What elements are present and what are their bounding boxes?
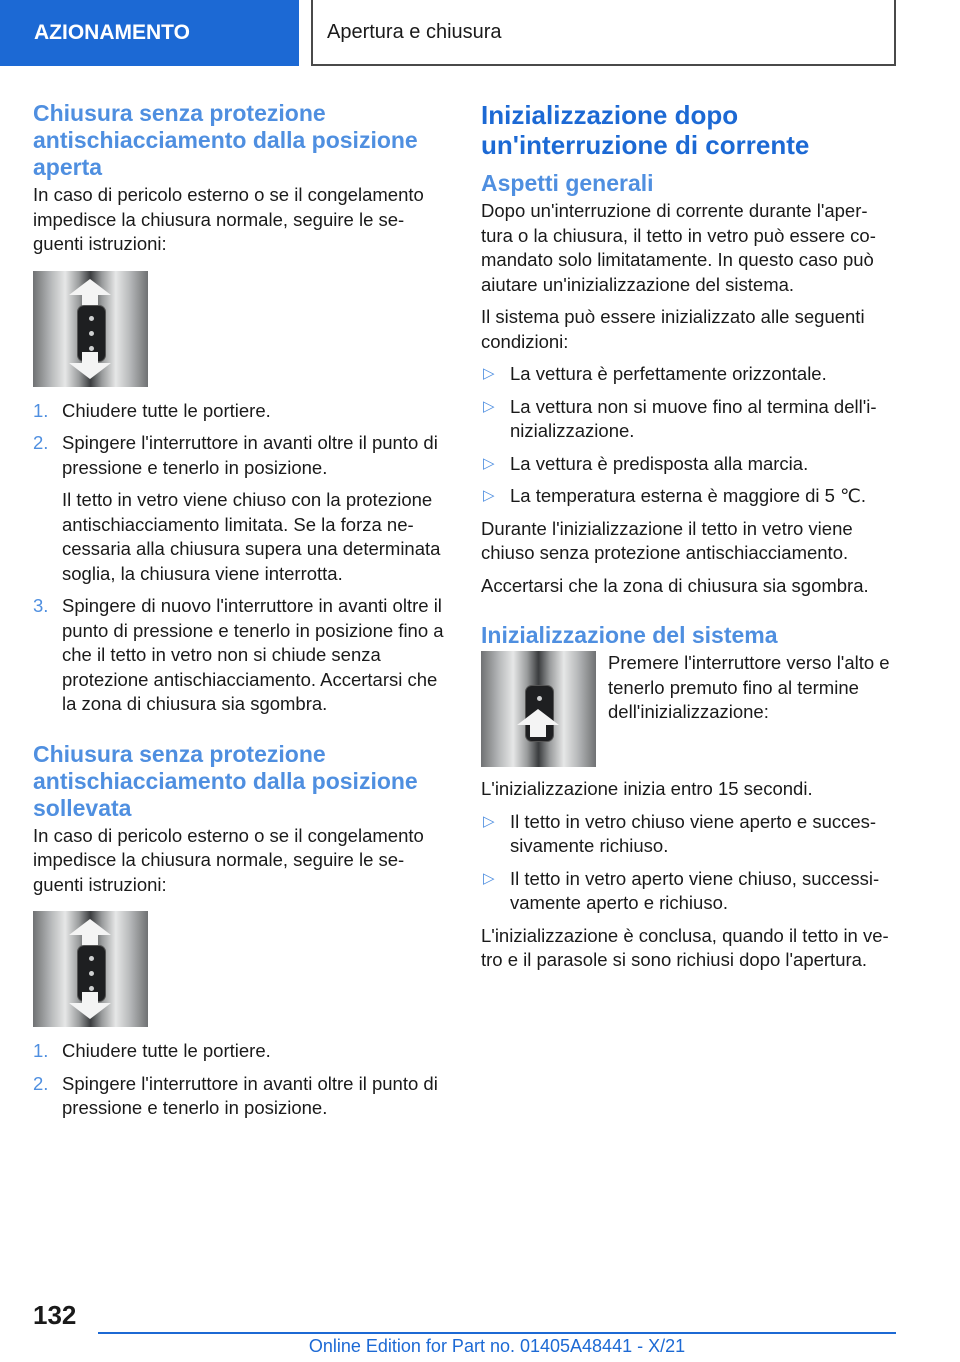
heading-close-from-open: Chiusura senza protezione antischiacciamento dalla posizione aperta [33,100,418,180]
bullet-triangle-icon: ▷ [483,487,495,504]
steps-close-from-open [33,399,445,717]
section-tab [0,0,299,66]
list-item: 2. Spingere l'interruttore in avanti oltre il punto di pressione e tenerlo in posizione. [33,1072,438,1118]
steps-close-from-raised [33,1039,445,1121]
bullet-triangle-icon: ▷ [483,365,495,382]
heading-initialization: Inizializzazione dopo un'interruzione di corrente [481,100,810,160]
switch-photo-forward [33,271,148,387]
list-item: ▷ Il tetto in vetro chiuso viene aperto e succes-sivamente richiuso. [483,810,877,856]
arrow-up-icon [69,919,111,935]
system-paragraph-2: L'inizializzazione è conclusa, quando il tetto in ve-tro e il parasole si sono richiusi dopo l'apertura. [481,924,889,970]
heading-general: Aspetti generali [481,170,654,196]
intro-close-from-open: In caso di pericolo esterno o se il congelamento impedisce la chiusura normale, seguire le se-guenti istruzioni: [33,184,424,254]
page-number: 132 [33,1300,77,1330]
bullet-triangle-icon: ▷ [483,454,495,472]
switch-photo-up [481,651,596,767]
switch-photo-forward-2 [33,911,148,1027]
bullet-triangle-icon: ▷ [483,812,495,830]
list-item: ▷ La vettura non si muove fino al termina dell'i-nizializzazione. [483,395,877,441]
general-paragraph-2: Il sistema può essere inizializzato alle seguenti condizioni: [481,306,865,352]
arrow-down-icon [69,1003,111,1019]
list-item: ▷ Il tetto in vetro aperto viene chiuso, successi-vamente aperto e richiuso. [483,867,880,913]
section-label: AZIONAMENTO [34,21,190,44]
footer-divider [98,1332,896,1334]
list-item: ▷ La vettura è perfettamente orizzontale. [481,362,896,387]
intro-close-from-raised: In caso di pericolo esterno o se il congelamento impedisce la chiusura normale, seguire le se-guenti istruzioni: [33,824,424,895]
bullet-triangle-icon: ▷ [483,869,495,887]
list-item: ▷ La temperatura esterna è maggiore di 5 ℃. [481,484,896,509]
list-item: ▷ La vettura è predisposta alla marcia. [481,452,896,477]
init-instruction-text: Premere l'interruttore verso l'alto e tenerlo premuto fino al termine dell'inizializzazione: [608,652,890,722]
list-item: 1. Chiudere tutte le portiere. [33,1040,271,1061]
heading-close-from-raised: Chiusura senza protezione antischiacciamento dalla posizione sollevata [33,740,418,821]
init-instruction-block [481,651,896,767]
edition-note: Online Edition for Part no. 01405A48441 - X/21 [308,1336,686,1356]
list-item: 3. Spingere di nuovo l'interruttore in avanti oltre il punto di pressione e tenerlo in posizione fino a che il tetto in vetro non si chiude senza protezione antischiacciamento. Accertarsi che la zona di chiusura sia sgombra. [33,595,444,714]
list-item: 2. Spingere l'interruttore in avanti oltre il punto di pressione e tenerlo in posizione. Il tetto in vetro viene chiuso con la protezione antischiacciamento limitata. Se la forza ne-cessaria alla chiusura supera una determinata soglia, la chiusura viene interrotta. [33,431,445,586]
chapter-title: Apertura e chiusura [327,20,502,43]
general-paragraph-4: Accertarsi che la zona di chiusura sia sgombra. [481,574,869,596]
arrow-down-icon [69,363,111,379]
heading-system-init: Inizializzazione del sistema [481,622,778,648]
arrow-up-icon [69,279,111,295]
init-outcome-list [481,810,896,916]
general-paragraph-3: Durante l'inizializzazione il tetto in vetro viene chiuso senza protezione antischiacciamento. [481,517,853,563]
general-paragraph-1: Dopo un'interruzione di corrente durante l'aper-tura o la chiusura, il tetto in vetro può essere co-mandato solo limitatamente. In questo caso può aiutare un'inizializzazione del sistema. [481,200,876,295]
right-column [481,100,896,981]
conditions-list [481,362,896,509]
bullet-triangle-icon: ▷ [483,397,495,415]
chapter-title-box [311,0,896,66]
left-column [33,100,445,1129]
arrow-up-icon [517,709,559,725]
list-item: 1. Chiudere tutte le portiere. [33,399,271,421]
step-note: Il tetto in vetro viene chiuso con la protezione antischiacciamento limitata. Se la forza ne-cessaria alla chiusura supera una determinata soglia, la chiusura viene interrotta. [62,489,441,584]
system-paragraph-1: L'inizializzazione inizia entro 15 secondi. [481,778,813,799]
